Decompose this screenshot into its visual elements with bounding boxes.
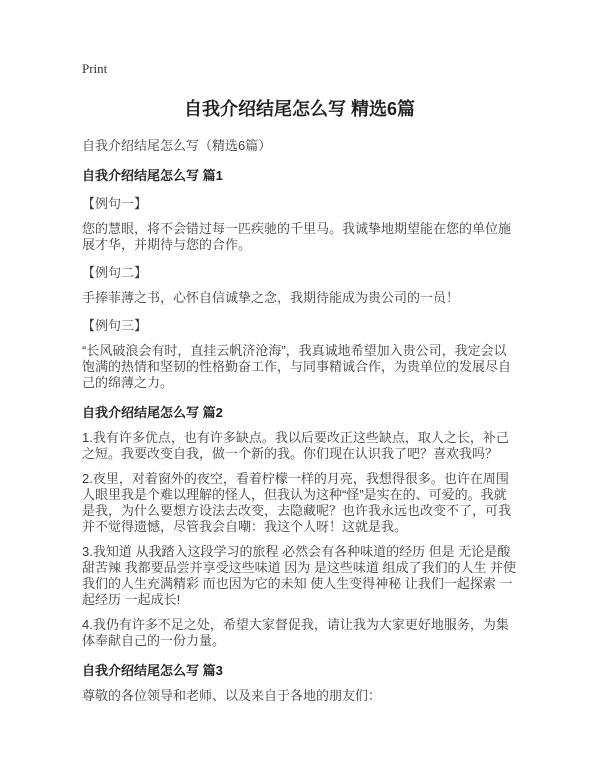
print-link[interactable]: Print <box>82 61 108 76</box>
section-heading-3: 自我介绍结尾怎么写 篇3 <box>82 663 223 678</box>
paragraph-section2-3: 3.我知道 从我踏入这段学习的旅程 必然会有各种味道的经历 但是 无论是酸甜苦辣 我都要品尝并享受这些味道 因为 是这些味道 组成了我们的人生 并使我们的人生充满精彩 而也因为它的未知 使人生变得神秘 让我们一起探索 一起经历 一起成长! <box>82 544 517 607</box>
page-title: 自我介绍结尾怎么写 精选6篇 <box>183 99 415 119</box>
paragraph-section2-1: 1.我有许多优点，也有许多缺点。我以后要改正这些缺点，取人之长，补己之短。我要改变自我，做一个新的我。你们现在认识我了吧？喜欢我吗？ <box>82 430 509 461</box>
paragraph-section2-4: 4.我仍有许多不足之处，希望大家督促我，请让我为大家更好地服务，为集体奉献自己的一份力量。 <box>82 617 509 648</box>
example-label-2: 【例句二】 <box>82 265 148 280</box>
example-label-3: 【例句三】 <box>82 318 148 333</box>
paragraph-section3-1: 尊敬的各位领导和老师、以及来自于各地的朋友们： <box>82 688 382 703</box>
paragraph-section2-2: 2.夜里，对着窗外的夜空，看着柠檬一样的月亮，我想得很多。也许在周围人眼里我是个难以理解的怪人，但我认为这种“怪”是实在的、可爱的。我就是我，为什么要想方设法去改变，去隐藏呢？也许我永远也改变不了，可我并不觉得遗憾，尽管我会自嘲：我这个人呀！这就是我。 <box>82 471 512 534</box>
section-heading-2: 自我介绍结尾怎么写 篇2 <box>82 405 223 420</box>
example-label-1: 【例句一】 <box>82 196 148 211</box>
document-subtitle: 自我介绍结尾怎么写（精选6篇） <box>82 138 272 153</box>
paragraph-example-3: “长风破浪会有时，直挂云帆济沧海”，我真诚地希望加入贵公司，我定会以饱满的热情和坚韧的性格勤奋工作，与同事精诚合作，为贵单位的发展尽自己的绵薄之力。 <box>82 343 512 390</box>
section-heading-1: 自我介绍结尾怎么写 篇1 <box>82 168 223 183</box>
paragraph-example-2: 手捧菲薄之书，心怀自信诚挚之念，我期待能成为贵公司的一员！ <box>82 290 460 305</box>
paragraph-example-1: 您的慧眼，将不会错过每一匹疾驰的千里马。我诚挚地期望能在您的单位施展才华，并期待与您的合作。 <box>82 221 512 252</box>
